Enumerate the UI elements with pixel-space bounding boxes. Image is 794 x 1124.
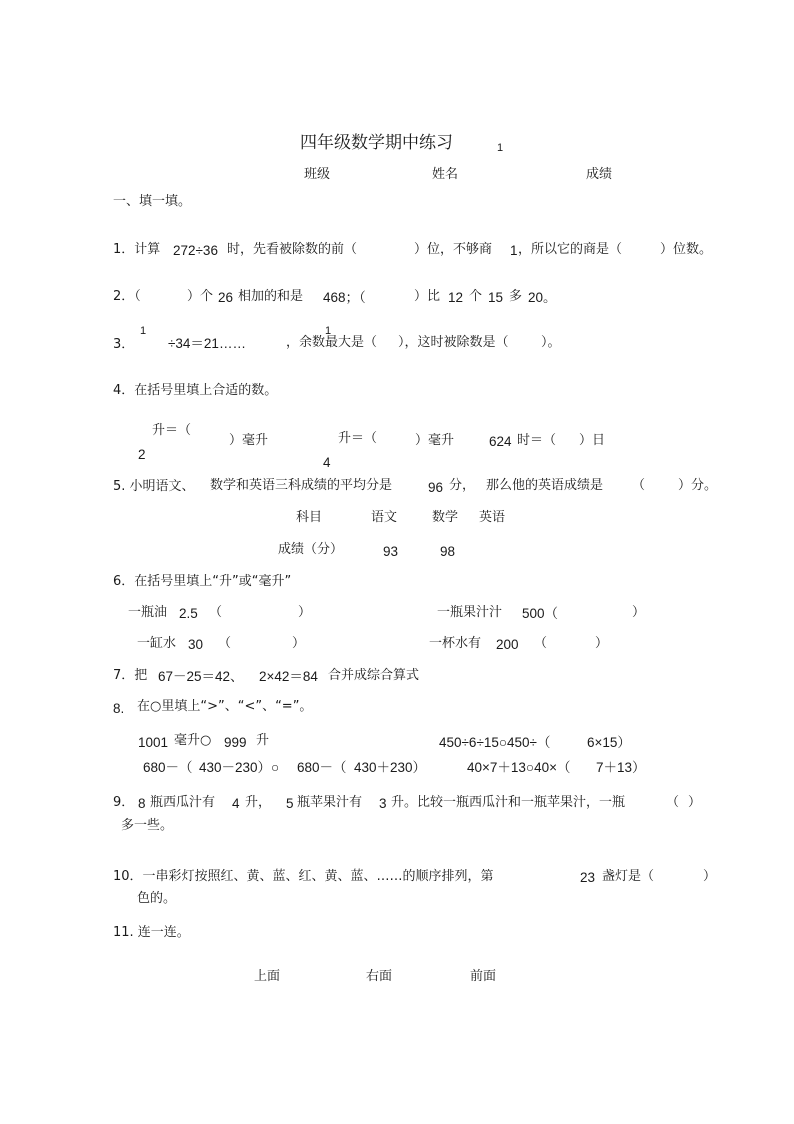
q2-text-3: ）比 <box>414 289 441 304</box>
q4-a-text: 升＝（ <box>152 423 192 438</box>
class-label: 班级 <box>304 167 331 182</box>
q2-text-2: 相加的和是 <box>238 289 304 304</box>
q8-r2-expression-6: 7＋13） <box>596 760 646 775</box>
q10-paren-close: ） <box>703 869 717 884</box>
q1-text: 时，先看被除数的前（ <box>227 242 358 257</box>
q8-r1-expression-2: 6×15） <box>587 735 631 750</box>
table-header-cell: 英语 <box>479 510 506 525</box>
page-number: 1 <box>497 142 504 154</box>
q9-num-5: 5 <box>286 796 294 811</box>
score-label: 成绩 <box>586 167 613 182</box>
q3-digit-2: 1 <box>325 325 332 337</box>
q6-r1-label-2: 一瓶果汁汁 <box>437 605 503 620</box>
q9-paren-open: （ <box>666 795 680 810</box>
q2-text-4: 个 <box>469 289 483 304</box>
q3-text-2: ），这时被除数是（ <box>398 335 509 350</box>
q10-num-23: 23 <box>580 870 596 885</box>
q3-text: ，余数最大是（ <box>286 335 378 350</box>
page-title: 四年级数学期中练习 <box>300 133 453 153</box>
q4-b-fraction: 4 <box>323 455 331 470</box>
q3-digit-1: 1 <box>140 325 147 337</box>
q8-r2-expression-2: 430－230）○ <box>199 760 280 775</box>
q8-r1-num-2: 999 <box>224 735 247 750</box>
q5-text-5: ）分。 <box>678 478 718 493</box>
q6-r2-paren-open: （ <box>218 636 232 651</box>
q7-text: 7．把 <box>113 668 148 683</box>
q2-num-468: 468；（ <box>323 290 366 305</box>
q8-r2-expression: 680－（ <box>143 760 193 775</box>
q9-text-5: 多一些。 <box>121 818 174 833</box>
q2-number-text: 2．（ <box>113 289 141 304</box>
q6-r2-paren-close: ） <box>292 636 306 651</box>
q8-r1-num: 1001 <box>138 735 169 750</box>
q9-num-3: 3 <box>379 796 387 811</box>
q2-num-15: 15 <box>488 290 504 305</box>
q9-text-4: 升。比较一瓶西瓜汁和一瓶苹果汁，一瓶 <box>391 795 626 810</box>
q1-text-2: ）位，不够商 <box>414 242 493 257</box>
q9-text-3: 瓶苹果汁有 <box>297 795 363 810</box>
q6-r2-paren-open-2: （ <box>534 636 548 651</box>
q2-num-26: 26 <box>218 290 234 305</box>
q10-text: 10．一串彩灯按照红、黄、蓝、红、黄、蓝、……的顺序排列，第 <box>113 869 494 884</box>
q10-text-3: 色的。 <box>137 891 177 906</box>
table-header-cell: 语文 <box>371 510 398 525</box>
q1-expression: 272÷36 <box>173 243 218 258</box>
view-label: 前面 <box>470 969 497 984</box>
table-cell: 98 <box>440 544 456 559</box>
q9-paren-close: ） <box>688 795 702 810</box>
q4-c-unit: ）日 <box>579 433 606 448</box>
q2-text: ）个 <box>187 289 214 304</box>
q6-r2-label: 一缸水 <box>137 636 177 651</box>
q5-text-4: 那么他的英语成绩是 <box>486 478 604 493</box>
q5-num-96: 96 <box>428 480 444 495</box>
q6-r2-paren-close-2: ） <box>595 636 609 651</box>
section-heading: 一、填一填。 <box>113 194 192 209</box>
q7-text-2: 合并成综合算式 <box>328 668 420 683</box>
q6-r1-paren-open: （ <box>209 605 223 620</box>
q10-text-2: 盏灯是（ <box>602 869 655 884</box>
q2-text-5: 多 <box>509 289 523 304</box>
q8-number: 8. <box>113 701 125 716</box>
q6-r1-label: 一瓶油 <box>128 605 168 620</box>
q1-number-text: 1．计算 <box>113 242 161 257</box>
q5-text-3: 分， <box>449 478 476 493</box>
q5-paren-open: （ <box>632 478 646 493</box>
q8-r2-expression-3: 680－（ <box>297 760 347 775</box>
q9-number-text: 9． <box>113 795 135 810</box>
table-row-label: 成绩（分） <box>278 542 344 557</box>
table-cell: 93 <box>383 544 399 559</box>
q6-r2-num: 30 <box>188 637 204 652</box>
q6-text: 6．在括号里填上“升”或“毫升” <box>113 574 292 589</box>
q1-text-3: ，所以它的商是（ <box>518 242 623 257</box>
q4-b-unit: ）毫升 <box>415 433 455 448</box>
q4-a-fraction: 2 <box>138 447 146 462</box>
q6-r1-paren-close-2: ） <box>632 605 646 620</box>
q5-text-2: 数学和英语三科成绩的平均分是 <box>210 478 393 493</box>
q7-expression-2: 2×42＝84 <box>259 669 318 684</box>
table-header-cell: 数学 <box>432 510 459 525</box>
q4-c-text: 时＝（ <box>517 433 557 448</box>
q9-text: 瓶西瓜汁有 <box>150 795 216 810</box>
q9-num-8: 8 <box>138 796 146 811</box>
q8-r1-expression: 450÷6÷15○450÷（ <box>439 735 551 750</box>
q1-text-4: ）位数。 <box>660 242 713 257</box>
q9-text-2: 升， <box>245 795 272 810</box>
q8-r2-expression-4: 430＋230） <box>354 760 427 775</box>
q11-text: 11. 连一连。 <box>113 925 190 940</box>
q6-r1-paren-close: ） <box>298 605 312 620</box>
q4-a-unit: ）毫升 <box>229 433 269 448</box>
q7-expression-1: 67－25＝42、 <box>158 669 244 684</box>
q6-r2-label-2: 一杯水有 <box>429 636 482 651</box>
q2-num-12: 12 <box>448 290 464 305</box>
q4-text: 4．在括号里填上合适的数。 <box>113 383 278 398</box>
q6-r1-num-2: 500（ <box>522 606 559 621</box>
q8-r1-text: 毫升○ <box>174 733 212 748</box>
q5-text: 5. 小明语文、 <box>113 479 195 494</box>
q9-num-4: 4 <box>232 796 240 811</box>
q3-expression: ÷34＝21…… <box>168 336 246 351</box>
q3-text-3: ）。 <box>541 335 561 350</box>
q8-text: 在○里填上“>”、“<”、“=”。 <box>137 699 313 714</box>
q3-number-text: 3． <box>113 337 135 352</box>
q8-r1-text-2: 升 <box>256 733 270 748</box>
view-label: 右面 <box>366 969 393 984</box>
name-label: 姓名 <box>432 167 459 182</box>
q2-num-20: 20。 <box>528 290 557 305</box>
q6-r2-num-2: 200 <box>496 637 519 652</box>
q4-c-num: 624 <box>489 434 512 449</box>
q6-r1-num: 2.5 <box>179 606 198 621</box>
q8-r2-expression-5: 40×7＋13○40×（ <box>467 760 571 775</box>
q1-digit: 1 <box>510 243 518 258</box>
view-label: 上面 <box>254 969 281 984</box>
q4-b-text: 升＝（ <box>338 431 378 446</box>
table-header-cell: 科目 <box>296 510 323 525</box>
